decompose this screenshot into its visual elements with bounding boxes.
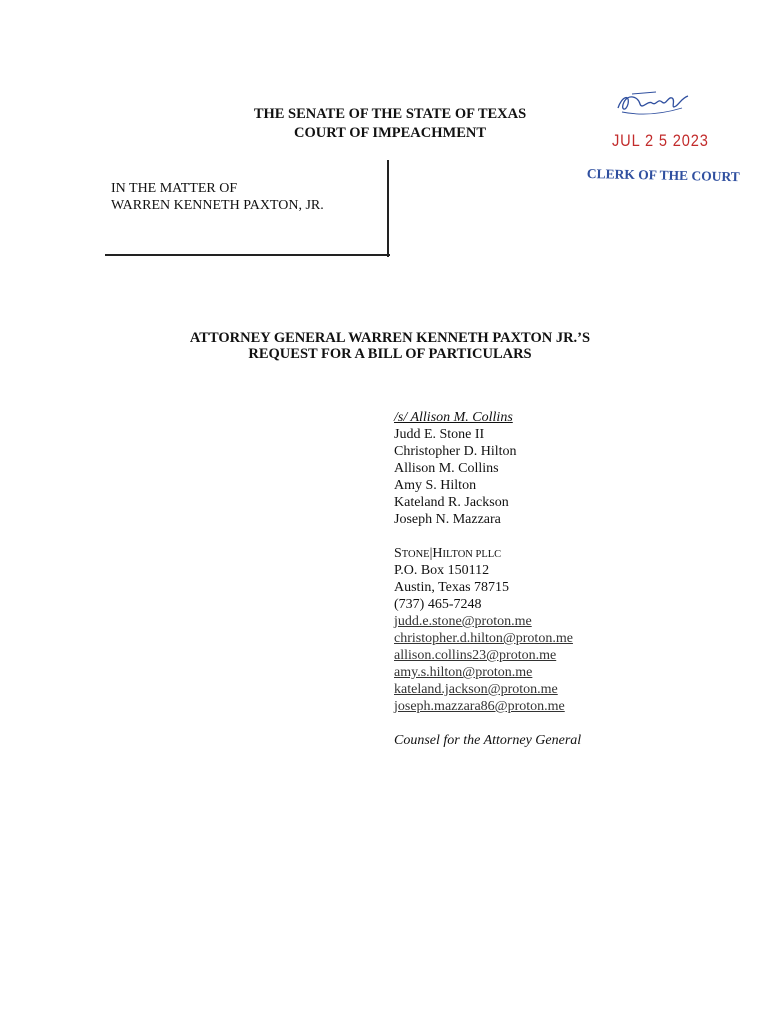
- attorney-name: Judd E. Stone II: [394, 427, 485, 442]
- title-line-2: REQUEST FOR A BILL OF PARTICULARS: [248, 346, 532, 362]
- clerk-of-court-stamp: CLERK OF THE COURT: [586, 166, 740, 185]
- attorney-name: Joseph N. Mazzara: [394, 512, 501, 527]
- firm-address-line: Austin, Texas 78715: [394, 580, 510, 595]
- document-title: [120, 330, 660, 362]
- counsel-role: Counsel for the Attorney General: [394, 733, 582, 748]
- attorney-name: Amy S. Hilton: [394, 478, 477, 493]
- title-line-1: ATTORNEY GENERAL WARREN KENNETH PAXTON JR.’S: [189, 330, 591, 346]
- electronic-signature: /s/ Allison M. Collins: [394, 410, 513, 425]
- court-name-line-1: THE SENATE OF THE STATE OF TEXAS: [253, 106, 527, 122]
- filed-date-stamp: JUL 2 5 2023: [612, 131, 709, 150]
- case-caption: [111, 180, 324, 214]
- court-name-line-2: COURT OF IMPEACHMENT: [293, 125, 487, 141]
- signature-block: [394, 409, 581, 749]
- firm-address-line: P.O. Box 150112: [394, 563, 490, 578]
- firm-phone: (737) 465-7248: [394, 597, 482, 612]
- email-link[interactable]: kateland.jackson@proton.me: [394, 682, 558, 697]
- email-link[interactable]: joseph.mazzara86@proton.me: [394, 699, 565, 714]
- attorney-name: Kateland R. Jackson: [394, 495, 509, 510]
- attorney-name: Christopher D. Hilton: [394, 444, 517, 459]
- email-link[interactable]: judd.e.stone@proton.me: [394, 614, 532, 629]
- attorney-name: Allison M. Collins: [394, 461, 499, 476]
- caption-vertical-rule: [387, 160, 389, 257]
- caption-line-2: WARREN KENNETH PAXTON, JR.: [111, 198, 324, 213]
- spacer: [394, 715, 581, 732]
- firm-name: STONE|HILTON PLLC: [394, 546, 502, 561]
- clerk-signature-image: [612, 86, 692, 120]
- caption-horizontal-rule: [105, 254, 390, 256]
- court-heading: [180, 105, 600, 143]
- email-link[interactable]: christopher.d.hilton@proton.me: [394, 631, 573, 646]
- caption-line-1: IN THE MATTER OF: [111, 181, 238, 196]
- email-link[interactable]: amy.s.hilton@proton.me: [394, 665, 533, 680]
- email-link[interactable]: allison.collins23@proton.me: [394, 648, 557, 663]
- spacer: [394, 528, 581, 545]
